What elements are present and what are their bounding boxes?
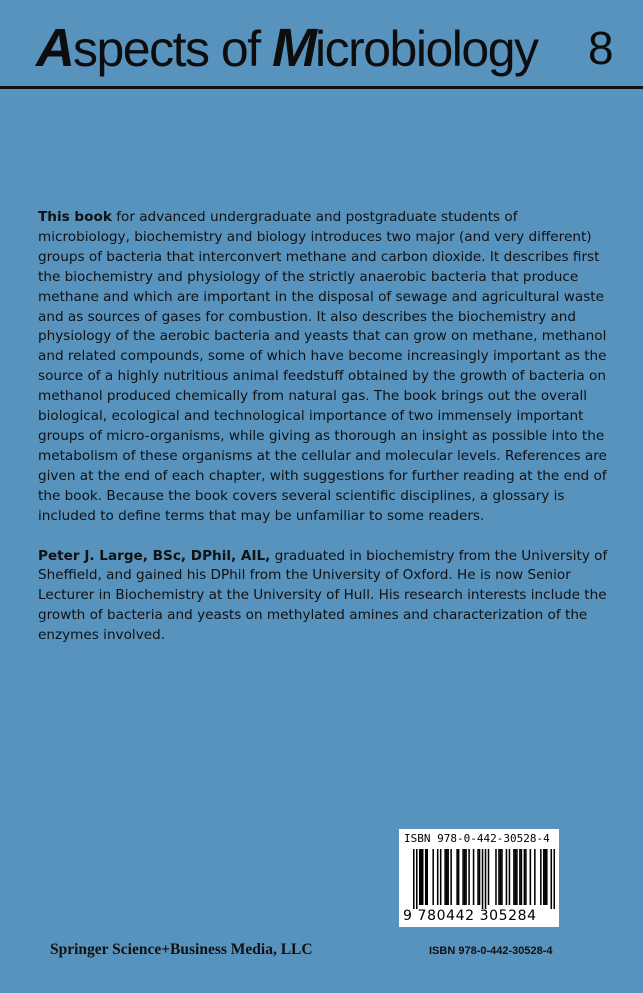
barcode-bar — [422, 849, 424, 905]
title-initial-a: A — [36, 18, 73, 78]
barcode-bar — [458, 849, 460, 905]
barcode-bar — [477, 849, 479, 905]
barcode-bar — [500, 849, 502, 905]
barcode-bar — [420, 849, 422, 905]
author-name: Peter J. Large, BSc, DPhil, AIL, — [38, 547, 271, 564]
title-word-icrobiology: icrobiology — [314, 21, 538, 77]
barcode-bar — [437, 849, 439, 905]
barcode-bar — [479, 849, 481, 905]
footer-isbn: ISBN 978-0-442-30528-4 — [429, 945, 553, 957]
barcode-bar — [551, 849, 553, 909]
barcode-bar — [473, 849, 475, 905]
barcode-bar — [419, 849, 421, 905]
barcode-bar — [509, 849, 511, 905]
barcode-bar — [543, 849, 545, 905]
barcode-bar — [498, 849, 500, 905]
barcode-bar — [426, 849, 428, 905]
barcode-bar — [462, 849, 464, 905]
barcode-bar — [416, 849, 418, 909]
barcode — [399, 829, 559, 927]
barcode-bar — [450, 849, 452, 905]
barcode-bar — [530, 849, 532, 905]
barcode-bar — [506, 849, 508, 905]
barcode-bar — [488, 849, 490, 905]
book-description — [38, 208, 612, 527]
barcode-bar — [513, 849, 515, 905]
barcode-bar — [464, 849, 466, 905]
barcode-bar — [425, 849, 427, 905]
barcode-bar — [465, 849, 467, 905]
barcode-bar — [440, 849, 442, 905]
barcode-bar — [521, 849, 523, 905]
description-body: for advanced undergraduate and postgraduate students of microbiology, biochemistry and biology introduces two major (and very different) groups of bacteria that interconvert methane and carbon dioxide. It describes first the biochemistry and physiology of the strictly anaerobic bacteria that produce methane and which are important in the disposal of sewage and agricultural waste and as sources of gases for combustion. It also describes the biochemistry and physiology of the aerobic bacteria and yeasts that can grow on methane, methanol and related compounds, some of which have become increasingly important as the source of a highly nutritious animal feedstuff obtained by the growth of bacteria on methanol produced chemically from natural gas. The book brings out the overall biological, ecological and technological importance of two immensely important groups of micro-organisms, while giving as thorough an insight as possible into the metabolism of these organisms at the cellular and molecular levels. References are given at the end of each chapter, with suggestions for further reading at the end of the book. Because the book covers several scientific disciplines, a glossary is included to define terms that may be unfamiliar to some readers. — [38, 209, 607, 524]
barcode-bar — [554, 849, 555, 909]
title-word-spects: spects of — [73, 21, 272, 77]
barcode-bars — [413, 849, 555, 909]
barcode-bar — [546, 849, 548, 905]
author-bio — [38, 547, 612, 647]
barcode-bar — [515, 849, 517, 905]
back-cover-text — [38, 208, 612, 646]
barcode-digits: 9 780442 305284 — [403, 908, 537, 924]
header — [0, 0, 643, 88]
barcode-bar — [525, 849, 527, 905]
barcode-bar — [540, 849, 542, 905]
barcode-bar — [413, 849, 415, 909]
barcode-bar — [447, 849, 449, 905]
description-lead: This book — [38, 209, 112, 225]
barcode-bar — [446, 849, 448, 905]
barcode-bar — [501, 849, 503, 905]
author-bio-body: graduated in biochemistry from the University of Sheffield, and gained his DPhil from the University of Oxford. He is now Senior Lecturer in Biochemistry at the University of Hull. His research interests include the growth of bacteria and yeasts on methylated amines and characterization of the enzymes involved. — [38, 547, 608, 644]
publisher-name: Springer Science+Business Media, LLC — [50, 941, 313, 958]
barcode-bar — [495, 849, 497, 905]
barcode-bar — [432, 849, 434, 905]
barcode-bar — [485, 849, 487, 909]
header-divider — [0, 86, 643, 89]
barcode-bar — [534, 849, 536, 905]
barcode-bar — [444, 849, 446, 905]
barcode-bar — [524, 849, 526, 905]
barcode-bar — [519, 849, 521, 905]
title-initial-m: M — [272, 18, 315, 78]
barcode-bar — [482, 849, 484, 909]
volume-number: 8 — [588, 22, 614, 74]
barcode-isbn-label: ISBN 978-0-442-30528-4 — [404, 832, 550, 845]
barcode-bar — [545, 849, 547, 905]
series-title — [36, 18, 538, 79]
barcode-bar — [468, 849, 470, 905]
barcode-bar — [456, 849, 458, 905]
barcode-bar — [516, 849, 518, 905]
